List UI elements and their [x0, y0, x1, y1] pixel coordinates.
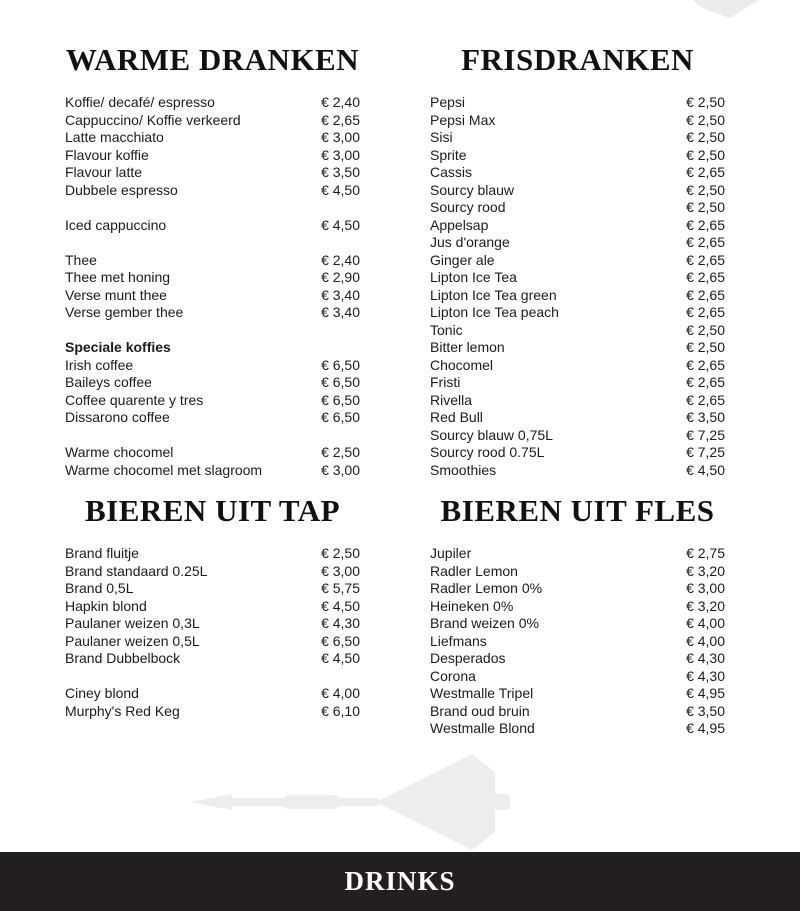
item-label: Warme chocomel met slagroom — [65, 461, 263, 478]
menu-item-row — [430, 703, 725, 721]
item-label: Tonic — [430, 321, 463, 338]
menu-item-row — [65, 563, 360, 581]
item-price: € 4,50 — [321, 650, 360, 666]
menu-item-row — [430, 615, 725, 633]
menu-item-row — [430, 668, 725, 686]
item-price: € 3,40 — [321, 304, 360, 320]
menu-item-row — [65, 703, 360, 721]
row-spacer — [65, 427, 360, 445]
item-label: Cassis — [430, 164, 473, 180]
menu-item-row — [65, 182, 360, 200]
item-price: € 4,95 — [686, 685, 725, 701]
item-price: € 6,50 — [321, 409, 360, 425]
item-price: € 2,90 — [321, 269, 360, 285]
item-label: Corona — [430, 667, 476, 684]
item-label: Westmalle Tripel — [430, 685, 534, 701]
item-label: Rivella — [430, 391, 473, 408]
item-price: € 3,40 — [321, 286, 360, 303]
menu-item-row — [430, 269, 725, 287]
menu-item-row — [430, 217, 725, 235]
item-price: € 4,50 — [686, 461, 725, 478]
row-spacer — [65, 322, 360, 340]
item-price: € 6,50 — [321, 374, 360, 390]
section-items — [430, 545, 725, 738]
menu-item-row — [430, 129, 725, 147]
menu-item-row — [430, 720, 725, 738]
item-price: € 2,65 — [686, 269, 725, 285]
item-price: € 2,75 — [686, 545, 725, 561]
item-label: Sisi — [430, 129, 453, 145]
menu-item-row — [430, 685, 725, 703]
item-price: € 2,50 — [686, 146, 725, 163]
item-label: Brand weizen 0% — [430, 615, 539, 631]
item-price: € 2,65 — [686, 164, 725, 180]
item-label: Liefmans — [430, 632, 487, 649]
item-label: Radler Lemon — [430, 562, 518, 579]
item-price: € 3,00 — [321, 129, 360, 145]
menu-item-row — [430, 357, 725, 375]
dart-flight-fragment-icon — [686, 0, 758, 18]
footer-bar — [0, 852, 800, 911]
item-label: Verse gember thee — [65, 304, 184, 320]
item-price: € 4,50 — [321, 181, 360, 198]
menu-item-row — [430, 563, 725, 581]
menu-item-row — [65, 269, 360, 287]
item-label: Fristi — [430, 374, 461, 390]
menu-item-row — [65, 685, 360, 703]
section-items — [65, 94, 360, 479]
item-label: Paulaner weizen 0,3L — [65, 615, 200, 631]
item-price: € 2,50 — [321, 545, 360, 561]
menu-item-row — [430, 199, 725, 217]
item-price: € 4,30 — [321, 615, 360, 631]
subheader-row — [65, 339, 360, 357]
menu-item-row — [430, 392, 725, 410]
item-label: Smoothies — [430, 461, 497, 478]
menu-columns — [65, 42, 725, 738]
item-label: Baileys coffee — [65, 374, 152, 390]
menu-item-row — [65, 94, 360, 112]
section-warme-dranken — [65, 42, 360, 479]
menu-item-row — [65, 357, 360, 375]
item-price: € 4,00 — [321, 685, 360, 701]
menu-item-row — [65, 252, 360, 270]
item-label: Hapkin blond — [65, 597, 147, 614]
menu-item-row — [65, 598, 360, 616]
item-price: € 6,50 — [321, 356, 360, 373]
item-price: € 3,50 — [686, 702, 725, 719]
item-price: € 2,65 — [321, 111, 360, 128]
menu-item-row — [430, 287, 725, 305]
menu-item-row — [430, 339, 725, 357]
item-price: € 2,65 — [686, 304, 725, 320]
dart-icon — [190, 748, 510, 852]
item-label: Bitter lemon — [430, 339, 505, 355]
item-price: € 3,00 — [321, 461, 360, 478]
item-price: € 3,00 — [321, 146, 360, 163]
menu-item-row — [65, 409, 360, 427]
item-label: Irish coffee — [65, 356, 134, 373]
item-price: € 2,65 — [686, 286, 725, 303]
menu-item-row — [65, 287, 360, 305]
item-label: Latte macchiato — [65, 129, 164, 145]
item-label: Dubbele espresso — [65, 181, 178, 198]
item-price: € 4,00 — [686, 632, 725, 649]
menu-item-row — [65, 462, 360, 480]
item-price: € 5,75 — [321, 580, 360, 596]
menu-item-row — [65, 650, 360, 668]
menu-item-row — [430, 580, 725, 598]
item-price: € 2,65 — [686, 216, 725, 233]
item-label: Chocomel — [430, 356, 494, 373]
item-price: € 2,50 — [686, 181, 725, 198]
item-label: Jus d'orange — [430, 234, 510, 250]
item-price: € 7,25 — [686, 444, 725, 460]
menu-item-row — [65, 164, 360, 182]
item-label: Thee met honing — [65, 269, 171, 285]
item-label: Red Bull — [430, 409, 483, 425]
item-price: € 7,25 — [686, 426, 725, 443]
menu-item-row — [65, 374, 360, 392]
item-price: € 4,50 — [321, 597, 360, 614]
item-label: Brand standaard 0.25L — [65, 562, 208, 579]
item-price: € 3,00 — [686, 580, 725, 596]
item-label: Ginger ale — [430, 251, 495, 268]
item-price: € 4,50 — [321, 216, 360, 233]
item-price: € 4,30 — [686, 650, 725, 666]
section-frisdranken — [430, 42, 725, 479]
item-price: € 2,65 — [686, 234, 725, 250]
menu-item-row — [430, 598, 725, 616]
item-label: Koffie/ decafé/ espresso — [65, 94, 215, 110]
item-price: € 3,00 — [321, 562, 360, 579]
item-label: Paulaner weizen 0,5L — [65, 632, 200, 649]
item-price: € 3,50 — [321, 164, 360, 180]
section-bieren-uit-fles — [430, 493, 725, 738]
item-label: Desperados — [430, 650, 506, 666]
menu-item-row — [430, 374, 725, 392]
item-price: € 2,40 — [321, 251, 360, 268]
item-label: Appelsap — [430, 216, 489, 233]
menu-item-row — [430, 633, 725, 651]
item-price: € 2,65 — [686, 251, 725, 268]
item-price: € 2,50 — [686, 111, 725, 128]
menu-item-row — [65, 129, 360, 147]
item-label: Brand Dubbelbock — [65, 650, 181, 666]
item-label: Ciney blond — [65, 685, 139, 701]
item-label: Radler Lemon 0% — [430, 580, 543, 596]
item-label: Dissarono coffee — [65, 409, 170, 425]
menu-item-row — [430, 182, 725, 200]
menu-item-row — [430, 164, 725, 182]
item-label: Verse munt thee — [65, 286, 167, 303]
section-items — [430, 94, 725, 479]
menu-item-row — [430, 545, 725, 563]
menu-item-row — [65, 304, 360, 322]
item-label: Lipton Ice Tea — [430, 269, 517, 285]
menu-item-row — [430, 322, 725, 340]
item-price: € 2,50 — [686, 321, 725, 338]
item-price: € 2,50 — [321, 444, 360, 460]
menu-item-row — [430, 650, 725, 668]
item-price: € 2,50 — [686, 199, 725, 215]
menu-item-row — [430, 444, 725, 462]
menu-item-row — [65, 633, 360, 651]
footer-title: DRINKS — [344, 866, 456, 896]
menu-item-row — [65, 444, 360, 462]
menu-item-row — [430, 147, 725, 165]
menu-item-row — [430, 94, 725, 112]
row-spacer — [65, 234, 360, 252]
section-title: WARME DRANKEN — [65, 42, 360, 77]
item-label: Sourcy blauw — [430, 181, 515, 198]
menu-item-row — [65, 147, 360, 165]
item-label: Warme chocomel — [65, 444, 174, 460]
item-price: € 2,65 — [686, 374, 725, 390]
item-label: Sourcy rood 0.75L — [430, 444, 545, 460]
item-price: € 3,20 — [686, 562, 725, 579]
item-label: Westmalle Blond — [430, 720, 535, 736]
menu-item-row — [65, 217, 360, 235]
item-price: € 3,50 — [686, 409, 725, 425]
item-label: Iced cappuccino — [65, 216, 167, 233]
item-label: Jupiler — [430, 545, 472, 561]
menu-item-row — [430, 252, 725, 270]
item-price: € 3,20 — [686, 597, 725, 614]
menu-item-row — [430, 112, 725, 130]
item-label: Lipton Ice Tea peach — [430, 304, 559, 320]
item-label: Speciale koffies — [65, 339, 171, 355]
item-price: € 4,30 — [686, 667, 725, 684]
menu-item-row — [65, 112, 360, 130]
item-price: € 2,50 — [686, 129, 725, 145]
section-title: BIEREN UIT FLES — [440, 493, 715, 528]
section-bieren-uit-tap — [65, 493, 360, 738]
menu-item-row — [65, 392, 360, 410]
item-label: Sprite — [430, 146, 467, 163]
menu-item-row — [65, 545, 360, 563]
item-price: € 6,50 — [321, 391, 360, 408]
menu-item-row — [430, 462, 725, 480]
item-price: € 6,10 — [321, 702, 360, 719]
item-price: € 2,65 — [686, 391, 725, 408]
item-label: Lipton Ice Tea green — [430, 286, 557, 303]
item-label: Flavour koffie — [65, 146, 149, 163]
menu-item-row — [65, 580, 360, 598]
item-label: Pepsi — [430, 94, 466, 110]
section-title: BIEREN UIT TAP — [84, 493, 341, 528]
item-price: € 6,50 — [321, 632, 360, 649]
item-label: Coffee quarente y tres — [65, 391, 204, 408]
item-label: Pepsi Max — [430, 111, 496, 128]
item-price: € 2,65 — [686, 356, 725, 373]
item-label: Heineken 0% — [430, 597, 514, 614]
item-price: € 4,95 — [686, 720, 725, 736]
item-label: Flavour latte — [65, 164, 143, 180]
item-label: Sourcy rood — [430, 199, 506, 215]
item-label: Brand oud bruin — [430, 702, 530, 719]
item-label: Brand 0,5L — [65, 580, 134, 596]
section-items — [65, 545, 360, 720]
item-price: € 2,40 — [321, 94, 360, 110]
menu-item-row — [65, 615, 360, 633]
row-spacer — [65, 199, 360, 217]
menu-item-row — [430, 409, 725, 427]
item-price: € 2,50 — [686, 94, 725, 110]
item-label: Cappuccino/ Koffie verkeerd — [65, 111, 241, 128]
menu-item-row — [430, 427, 725, 445]
item-label: Murphy's Red Keg — [65, 702, 180, 719]
item-price: € 4,00 — [686, 615, 725, 631]
item-label: Thee — [65, 251, 97, 268]
item-label: Brand fluitje — [65, 545, 139, 561]
row-spacer — [65, 668, 360, 686]
menu-item-row — [430, 234, 725, 252]
item-price: € 2,50 — [686, 339, 725, 355]
menu-item-row — [430, 304, 725, 322]
item-label: Sourcy blauw 0,75L — [430, 426, 553, 443]
section-title: FRISDRANKEN — [461, 42, 694, 77]
